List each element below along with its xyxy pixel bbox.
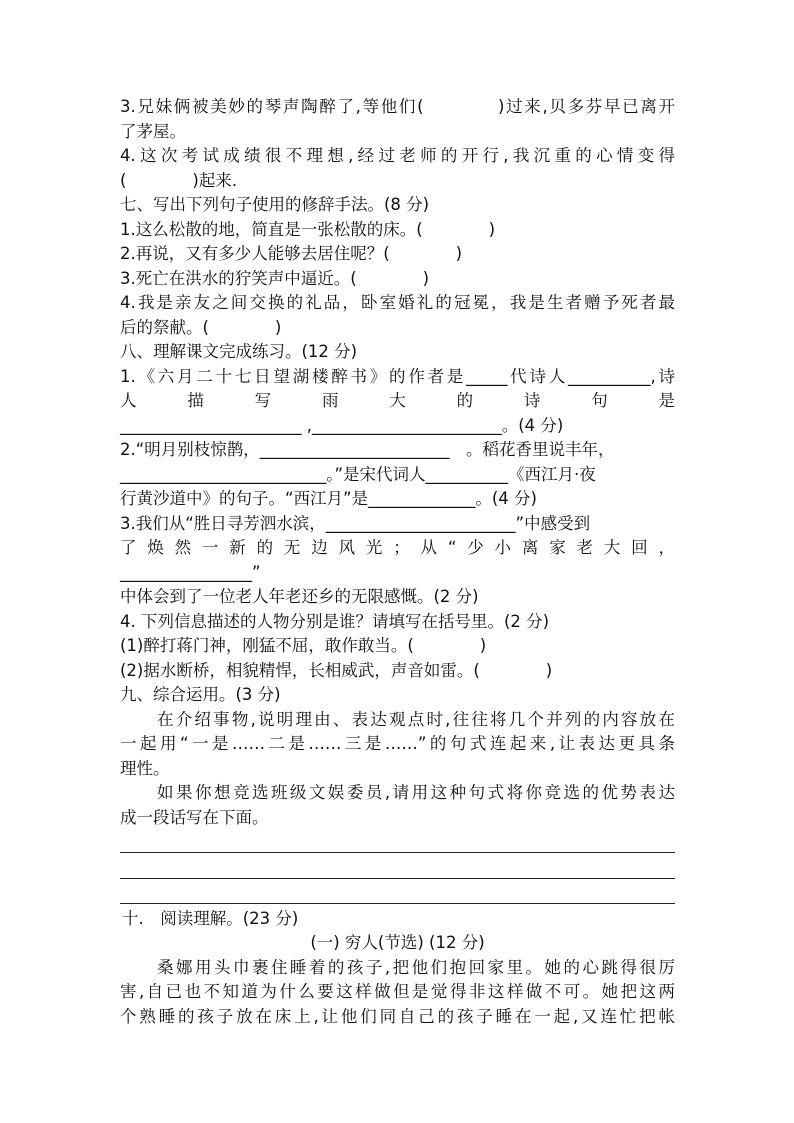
q9-paragraph-2: 如果你想竞选班级文娱委员,请用这种句式将你竞选的优势表达 [157, 783, 675, 802]
q8-item-3-blank: ________________” [120, 562, 261, 582]
q8-item-1-blanks: ______________________ ,_______________________。(4 分) [120, 415, 564, 435]
q6-item-4: 4.这次考试成绩很不理想,经过老师的开行,我沉重的心情变得 [120, 146, 675, 165]
q8-item-3-cont2: 中体会到了一位老人年老还乡的无限感慨。(2 分) [120, 587, 479, 606]
q9-paragraph-1: 在介绍事物,说明理由、表达观点时,往往将几个并列的内容放在 [157, 709, 675, 729]
section-8-heading: 八、理解课文完成练习。(12 分) [120, 342, 358, 361]
q8-item-2: 2.“明月别枝惊鹊，_______________________ 。稻花香里说丰年， [120, 440, 615, 459]
q7-item-4-cont: 后的祭献。( ) [120, 317, 282, 337]
section-9-heading: 九、综合运用。(3 分) [120, 685, 281, 704]
q7-item-2: 2.再说，又有多少人能够去居住呢？( ) [120, 244, 463, 263]
passage-1-line-2: 害,自已也不知道为什么要这样做但是觉得非这样做不可。她把这两 [120, 982, 675, 1001]
q7-item-1: 1.这么松散的地，简直是一张松散的床。( ) [120, 219, 496, 239]
q6-item-3: 3.兄妹俩被美妙的琴声陶醉了,等他们( )过来,贝多芬早已离开 [120, 97, 675, 116]
q8-item-3-cont: 了焕然一新的无边风光；从“少小离家老大回， [120, 538, 675, 557]
section-10-heading: 十. 阅读理解。(23 分) [122, 908, 299, 928]
section-7-heading: 七、写出下列句子使用的修辞手法。(8 分) [120, 195, 430, 214]
answer-line-3[interactable] [120, 881, 675, 904]
answer-line-1[interactable] [120, 830, 675, 853]
q8-item-4: 4. 下列信息描述的人物分别是谁？请填写在括号里。(2 分) [120, 611, 550, 631]
q9-paragraph-1-end: 理性。 [120, 758, 170, 778]
q7-item-3: 3.死亡在洪水的狞笑声中逼近。( ) [120, 268, 430, 288]
answer-line-2[interactable] [120, 856, 675, 879]
worksheet-page [120, 95, 675, 1029]
passage-1-line-3: 个熟睡的孩子放在床上,让他们同自己的孩子睡在一起,又连忙把帐 [120, 1006, 675, 1026]
q8-item-2-cont: _________________________。”是宋代词人__________《西江月·夜 [120, 464, 596, 484]
q8-item-4-sub1: (1)醉打蒋门神，刚猛不屈，敢作敢当。( ) [120, 636, 487, 655]
q7-item-4: 4.我是亲友之间交换的礼品，卧室婚礼的冠冕，我是生者赠予死者最 [120, 293, 675, 312]
passage-1-line-1: 桑娜用头巾裹住睡着的孩子,把他们抱回家里。她的心跳得很厉 [157, 957, 675, 977]
q8-item-1-cont: 人 描 写 雨 大 的 诗 句 是 [120, 391, 675, 410]
q8-item-2-cont2: 行黄沙道中》的句子。“西江月”是_____________。(4 分) [120, 489, 537, 508]
q8-item-3: 3.我们从“胜日寻芳泗水滨，_______________________”中感受到 [120, 513, 591, 533]
q8-item-4-sub2: (2)据水断桥，相貌精悍，长相威武，声音如雷。( ) [120, 660, 553, 680]
q8-item-1: 1.《六月二十七日望湖楼醉书》的作者是_____代诗人__________,诗 [120, 366, 675, 386]
q9-paragraph-1-cont: 一起用“一是……二是……三是……”的句式连起来,让表达更具条 [120, 734, 675, 753]
q9-paragraph-2-end: 成一段话写在下面。 [120, 807, 269, 827]
q6-item-3-cont: 了茅屋。 [120, 121, 186, 141]
passage-1-title: (一) 穷人(节选) (12 分) [310, 933, 485, 952]
q6-item-4-cont: ( )起来. [120, 170, 238, 190]
